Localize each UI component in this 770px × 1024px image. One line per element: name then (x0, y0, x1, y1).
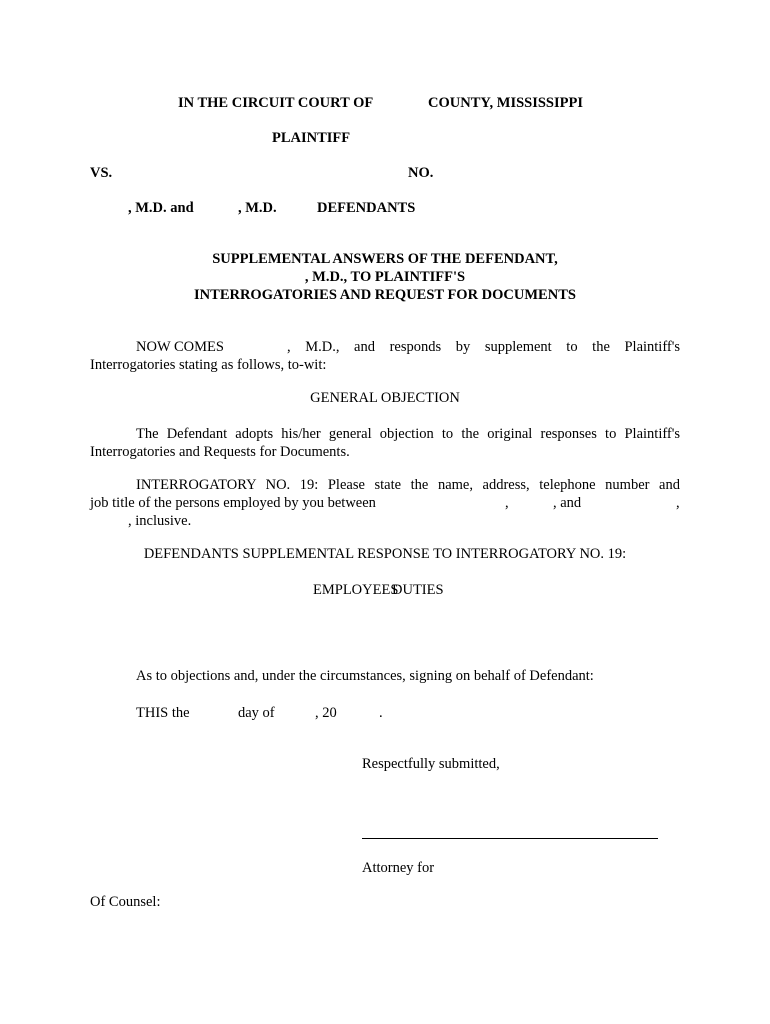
document-title-line-2: , M.D., TO PLAINTIFF'S (304, 269, 466, 285)
document-title-line-1: SUPPLEMENTAL ANSWERS OF THE DEFENDANT, (212, 251, 558, 267)
duties-column-heading: DUTIES (392, 582, 444, 598)
document-title-line-3: INTERROGATORIES AND REQUEST FOR DOCUMENTS (194, 287, 576, 303)
date-this-the: THIS the (136, 705, 190, 721)
defendants-label: DEFENDANTS (317, 200, 416, 216)
general-objection-heading: GENERAL OBJECTION (310, 390, 460, 406)
case-number-label: NO. (408, 165, 434, 181)
defendant-two-md: , M.D. (238, 200, 277, 216)
interrogatory-line-2-and: , and (553, 495, 582, 511)
date-period: . (379, 705, 383, 721)
of-counsel-label: Of Counsel: (90, 894, 161, 910)
date-year: , 20 (315, 705, 337, 721)
intro-responds-text: , M.D., and responds by supplement to the Plaintiff's (287, 339, 680, 355)
interrogatory-line-2-start: job title of the persons employed by you between (90, 495, 376, 511)
objections-statement: As to objections and, under the circumstances, signing on behalf of Defendant: (136, 668, 594, 684)
interrogatory-line-1: INTERROGATORY NO. 19: Please state the name, address, telephone number and (136, 477, 680, 493)
intro-now-comes: NOW COMES (136, 339, 224, 355)
defendant-one-md: , M.D. and (128, 200, 194, 216)
general-objection-text: The Defendant adopts his/her general objection to the original responses to Plaintiff's Interrogatories and Requests for Documents. (90, 426, 680, 460)
employees-column-heading: EMPLOYEES (313, 582, 399, 598)
interrogatory-line-2-comma: , (505, 495, 509, 511)
supplemental-response-heading: DEFENDANTS SUPPLEMENTAL RESPONSE TO INTERROGATORY NO. 19: (143, 546, 627, 562)
attorney-for-label: Attorney for (362, 860, 435, 876)
date-day-of: day of (238, 705, 275, 721)
intro-to-wit: Interrogatories stating as follows, to-wit: (90, 357, 327, 373)
respectfully-submitted: Respectfully submitted, (362, 756, 500, 772)
court-name-right: COUNTY, MISSISSIPPI (428, 95, 583, 111)
plaintiff-label: PLAINTIFF (272, 130, 351, 146)
interrogatory-line-2-end-comma: , (676, 495, 680, 511)
interrogatory-line-3: , inclusive. (128, 513, 192, 529)
court-name-left: IN THE CIRCUIT COURT OF (178, 95, 374, 111)
vs-label: VS. (90, 165, 113, 181)
signature-line (362, 838, 658, 839)
